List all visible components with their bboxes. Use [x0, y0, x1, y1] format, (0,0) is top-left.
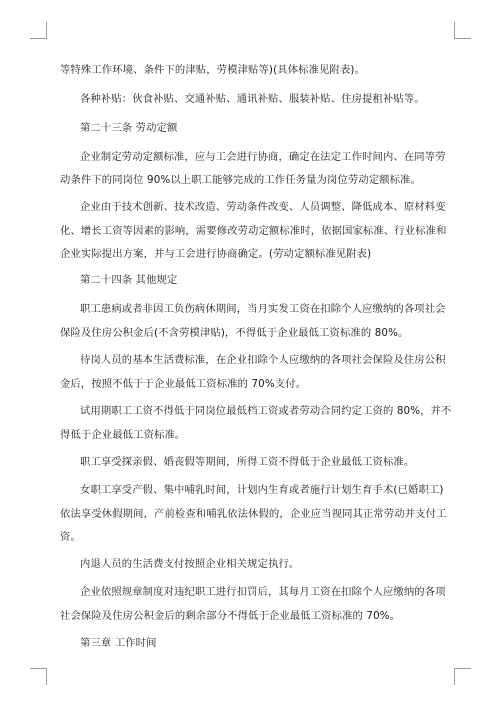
section-heading: 第三章 工作时间 — [80, 637, 157, 649]
text-line: 企业依照规章制度对违纪职工进行扣罚后，其每月工资在扣除个人应缴纳的各项 — [80, 586, 446, 598]
crop-mark-top-left — [30, 22, 47, 39]
text-line: 待岗人员的基本生活费标准，在企业扣除个人应缴纳的各项社会保险及住房公积 — [80, 354, 446, 366]
text-line: 企业实际提出方案，并与工会进行协商确定。(劳动定额标准见附表) — [60, 248, 372, 260]
text-line: 职工享受探亲假、婚丧假等期间，所得工资不得低于企业最低工资标准。 — [80, 456, 415, 468]
text-line: 企业由于技术创新、技术改造、劳动条件改变、人员调整、降低成本、原材料变 — [80, 201, 446, 213]
text-line: 企业制定劳动定额标准，应与工会进行协商，确定在法定工作时间内、在同等劳 — [80, 151, 446, 163]
crop-mark-top-right — [454, 22, 471, 39]
text-line: 各种补贴：伙食补贴、交通补贴、通讯补贴、服装补贴、住房提租补贴等。 — [80, 93, 425, 105]
crop-mark-bottom-right — [454, 668, 471, 685]
crop-mark-bottom-left — [30, 668, 47, 685]
section-heading: 第二十四条 其他规定 — [80, 274, 178, 286]
text-line: 保险及住房公积金后(不含劳模津贴)，不得低于企业最低工资标准的 80%。 — [60, 327, 409, 339]
text-line: 内退人员的生活费支付按照企业相关规定执行。 — [80, 558, 300, 570]
section-heading: 第二十三条 劳动定额 — [80, 122, 178, 134]
text-line: 职工患病或者非因工负伤病休期间，当月实发工资在扣除个人应缴纳的各项社会 — [80, 303, 446, 315]
text-line: 试用期职工工资不得低于同岗位最低档工资或者劳动合同约定工资的 80%，并不 — [80, 405, 452, 417]
text-line: 等特殊工作环境、条件下的津贴，劳模津贴等)(具体标准见附表)。 — [60, 64, 366, 76]
text-line: 化、增长工资等因素的影响，需要修改劳动定额标准时，依据国家标准、行业标准和 — [60, 225, 447, 237]
text-line: 得低于企业最低工资标准。 — [60, 429, 186, 441]
text-line: 金后，按照不低于于企业最低工资标准的 70%支付。 — [60, 378, 307, 390]
text-line: 依法享受休假期间，产前检查和哺乳依法休假的，企业应当视同其正常劳动并支付工 — [60, 508, 447, 520]
text-line: 资。 — [60, 531, 81, 543]
text-line: 社会保险及住房公积金后的剩余部分不得低于企业最低工资标准的 70%。 — [60, 610, 401, 622]
text-line: 动条件下的同岗位 90%以上职工能够完成的工作任务量为岗位劳动定额标准。 — [60, 174, 422, 186]
text-line: 女职工享受产假、集中哺乳时间，计划内生育或者施行计划生育手术(已婚职工) — [80, 484, 444, 496]
